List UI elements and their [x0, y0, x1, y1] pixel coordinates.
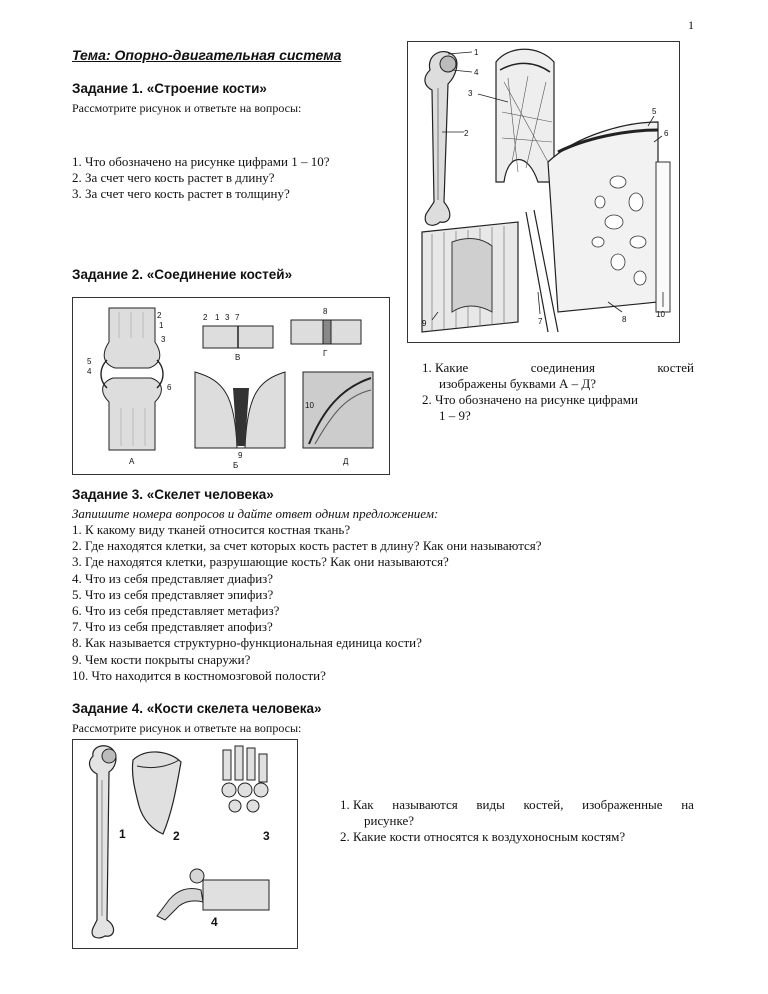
bone-type-label-4: 4: [211, 915, 218, 929]
topic-title: Тема: Опорно-двигательная система: [72, 47, 342, 63]
task3-question: 7. Что из себя представляет апофиз?: [72, 619, 273, 635]
bone-label-9: 9: [422, 319, 427, 328]
bone-label-8: 8: [622, 315, 627, 324]
task3-question: 4. Что из себя представляет диафиз?: [72, 570, 274, 586]
bone-label-6: 6: [664, 129, 669, 138]
task4-questions: [340, 797, 694, 845]
task4-q1-word: изображенные: [582, 797, 663, 812]
task2-q2-line2: 1 – 9?: [439, 408, 471, 423]
joint-letter-g: Г: [323, 349, 328, 358]
joint-letter-a: А: [129, 457, 135, 466]
joint-number-3: 3: [161, 335, 166, 344]
bone-types-figure: [72, 739, 298, 949]
task3-question: 2. Где находятся клетки, за счет которых кость растет в длину? Как они называются?: [72, 538, 542, 554]
task3-question: 3. Где находятся клетки, разрушающие кость? Как они называются?: [72, 554, 449, 570]
bone-label-5: 5: [652, 107, 657, 116]
joint-number-1: 1: [159, 321, 164, 330]
joints-drawing: [73, 298, 389, 474]
task4-q1-word: костей,: [523, 797, 564, 812]
task3-question: 5. Что из себя представляет эпифиз?: [72, 586, 274, 602]
joint-number-8: 8: [323, 307, 328, 316]
joint-number-9: 9: [238, 451, 243, 460]
task4-title: Задание 4. «Кости скелета человека»: [72, 701, 322, 716]
task2-q1-word: соединения: [530, 360, 595, 375]
task1-questions: [72, 154, 330, 203]
bone-label-3: 3: [468, 89, 473, 98]
joint-number-6: 6: [167, 383, 172, 392]
task4-q1-word: 1. Как: [340, 797, 374, 812]
bone-structure-figure: [407, 41, 680, 343]
joint-number-2b: 2: [203, 313, 208, 322]
joint-letter-b: Б: [233, 461, 239, 470]
task3-questions: [72, 522, 542, 684]
bone-types-drawing: [73, 740, 297, 948]
task2-q2-line1: 2. Что обозначено на рисунке цифрами: [422, 392, 638, 407]
joint-letter-d: Д: [343, 457, 349, 466]
joints-figure: [72, 297, 390, 475]
task1-intro: Рассмотрите рисунок и ответьте на вопросы:: [72, 101, 302, 115]
task3-title: Задание 3. «Скелет человека»: [72, 487, 274, 502]
task4-q1-word: называются: [392, 797, 458, 812]
joint-number-7: 7: [235, 313, 240, 322]
bone-label-10: 10: [656, 310, 665, 319]
bone-label-7: 7: [538, 317, 543, 326]
bone-type-label-1: 1: [119, 827, 126, 841]
task4-q1-word: на: [681, 797, 694, 812]
bone-label-4: 4: [474, 68, 479, 77]
bone-structure-drawing: [408, 42, 679, 342]
joint-number-2: 2: [157, 311, 162, 320]
joint-number-5: 5: [87, 357, 92, 366]
joint-letter-v: В: [235, 353, 241, 362]
bone-type-label-2: 2: [173, 829, 180, 843]
task3-question: 10. Что находится в костномозговой полости?: [72, 667, 326, 683]
joint-number-4: 4: [87, 367, 92, 376]
task3-question: 8. Как называется структурно-функциональная единица кости?: [72, 635, 422, 651]
joint-number-10: 10: [305, 401, 314, 410]
joint-number-3b: 3: [225, 313, 230, 322]
task3-question: 9. Чем кости покрыты снаружи?: [72, 651, 251, 667]
task1-question: 2. За счет чего кость растет в длину?: [72, 170, 275, 186]
task4-q2: 2. Какие кости относятся к воздухоносным костям?: [340, 829, 626, 844]
task4-q1-line1: [340, 797, 694, 813]
task3-instruction: Запишите номера вопросов и дайте ответ одним предложением:: [72, 506, 439, 521]
bone-type-label-3: 3: [263, 829, 270, 843]
page-number: 1: [688, 18, 694, 32]
task3-question: 6. Что из себя представляет метафиз?: [72, 603, 280, 619]
task4-q1-line2: рисунке?: [364, 813, 415, 828]
task4-q1-word: виды: [476, 797, 505, 812]
task2-q1-word: костей: [657, 360, 694, 375]
bone-label-2: 2: [464, 129, 469, 138]
task1-title: Задание 1. «Строение кости»: [72, 81, 267, 96]
task1-question: 3. За счет чего кость растет в толщину?: [72, 186, 290, 202]
task2-q1-line1: [422, 360, 694, 376]
task3-question: 1. К какому виду тканей относится костная ткань?: [72, 522, 351, 537]
joint-number-1b: 1: [215, 313, 220, 322]
task2-title: Задание 2. «Соединение костей»: [72, 267, 293, 282]
bone-label-1: 1: [474, 48, 479, 57]
task4-intro: Рассмотрите рисунок и ответьте на вопросы:: [72, 721, 302, 735]
task2-questions: [422, 360, 694, 424]
task1-question: 1. Что обозначено на рисунке цифрами 1 – 10?: [72, 154, 330, 169]
task2-q1-line2: изображены буквами А – Д?: [439, 376, 597, 391]
task2-q1-word: 1. Какие: [422, 360, 469, 375]
